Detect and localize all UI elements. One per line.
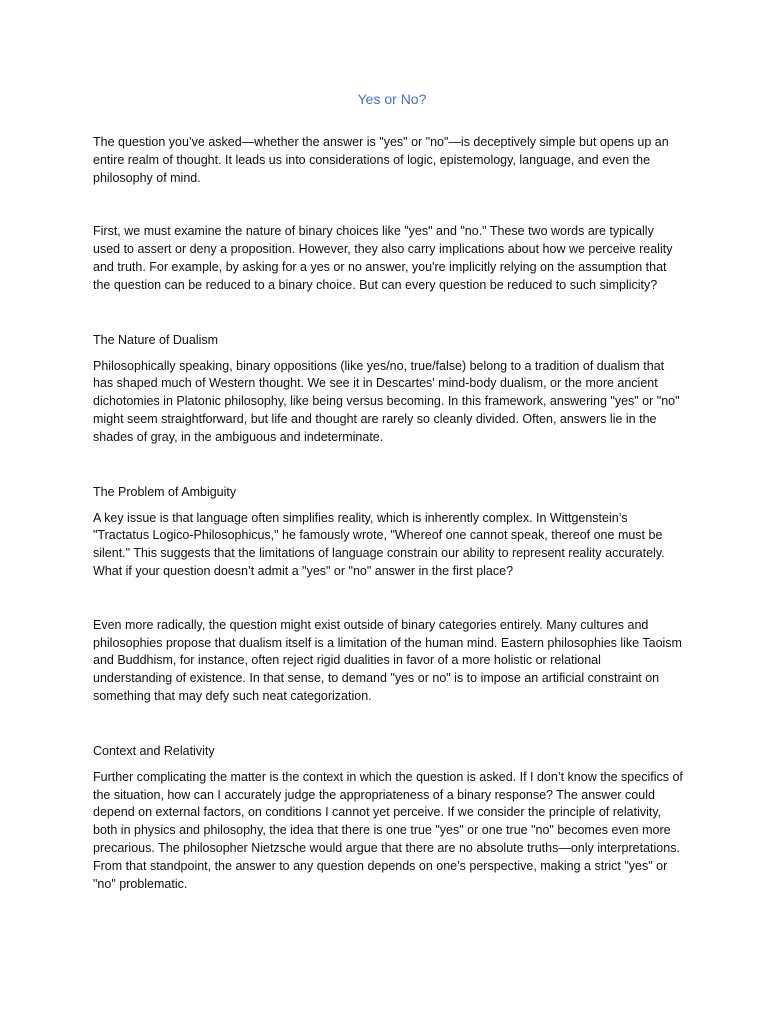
document-page — [93, 88, 683, 893]
spacer — [93, 187, 683, 223]
section-heading-dualism: The Nature of Dualism — [93, 332, 219, 347]
spacer — [93, 295, 683, 331]
spacer — [93, 581, 683, 617]
intro-paragraph: The question you’ve asked—whether the answer is "yes" or "no"—is deceptively simple but opens up an entire realm of thought. It leads us into considerations of logic, epistemology, language, and even the philosophy of mind. — [93, 135, 669, 185]
spacer — [93, 760, 683, 769]
spacer — [93, 706, 683, 742]
section-heading-ambiguity: The Problem of Ambiguity — [93, 484, 237, 499]
spacer — [93, 349, 683, 358]
section-heading-context: Context and Relativity — [93, 743, 215, 758]
spacer — [93, 501, 683, 510]
ambiguity-paragraph: A key issue is that language often simplifies reality, which is inherently complex. In Wittgenstein’s "Tractatus Logico-Philosophicus," he famously wrote, "Whereof one cannot speak, thereof one must be silent." This suggests that the limitations of language constrain our ability to represent reality accurately. What if your question doesn’t admit a "yes" or "no" answer in the first place? — [93, 510, 665, 578]
context-paragraph: Further complicating the matter is the context in which the question is asked. If I don’t know the specifics of the situation, how can I accurately judge the appropriateness of a binary response? The answer could depend on external factors, on conditions I cannot yet perceive. If we consider the principle of relativity, both in physics and philosophy, the idea that there is one true "yes" or one true "no" becomes even more precarious. The philosopher Nietzsche would argue that there are no absolute truths—only interpretations. From that standpoint, the answer to any question depends on one’s perspective, making a strict "yes" or "no" problematic. — [93, 769, 683, 891]
dualism-paragraph: Philosophically speaking, binary oppositions (like yes/no, true/false) belong to a tradition of dualism that has shaped much of Western thought. We see it in Descartes' mind-body dualism, or the more ancient dichotomies in Platonic philosophy, like being versus becoming. In this framework, answering "yes" or "no" might seem straightforward, but life and thought are rarely so cleanly divided. Often, answers lie in the shades of gray, in the ambiguous and indeterminate. — [93, 358, 680, 444]
spacer — [93, 447, 683, 483]
binary-categories-paragraph: Even more radically, the question might exist outside of binary categories entirely. Many cultures and philosophies propose that dualism itself is a limitation of the human mind. Eastern philosophies like Taoism and Buddhism, for instance, often reject rigid dualities in favor of a more holistic or relational understanding of existence. In that sense, to demand "yes or no" is to impose an artificial constraint on something that may defy such neat categorization. — [93, 617, 682, 703]
document-title: Yes or No? — [357, 91, 427, 107]
binary-choices-paragraph: First, we must examine the nature of binary choices like "yes" and "no." These two words are typically used to assert or deny a proposition. However, they also carry implications about how we perceive reality and truth. For example, by asking for a yes or no answer, you're implicitly relying on the assumption that the question can be reduced to a binary choice. But can every question be reduced to such simplicity? — [93, 224, 673, 292]
